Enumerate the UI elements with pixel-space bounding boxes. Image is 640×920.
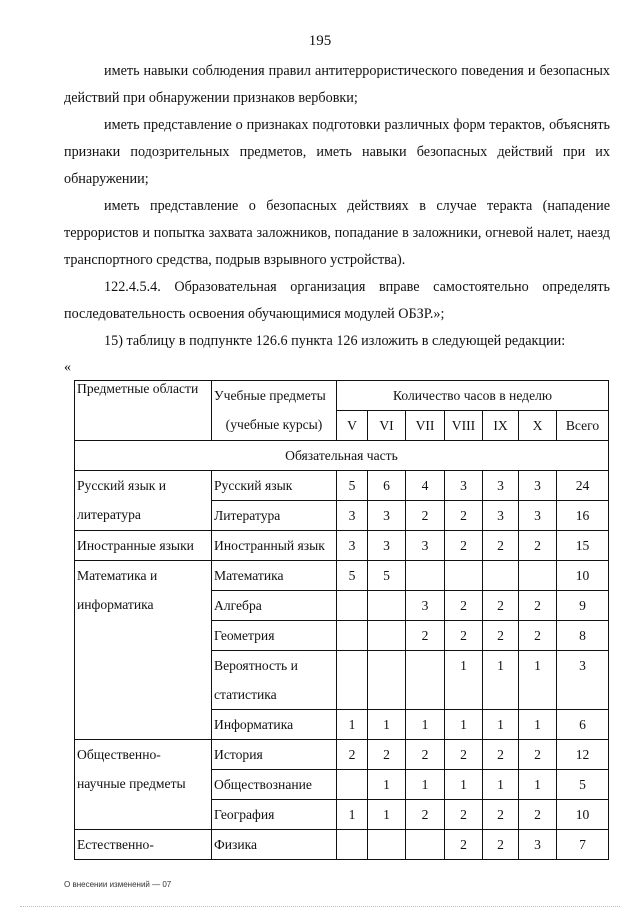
subject-cell: Физика bbox=[212, 830, 337, 860]
hours-cell: 3 bbox=[519, 830, 557, 860]
hours-cell: 2 bbox=[483, 830, 519, 860]
hours-cell: 2 bbox=[337, 740, 368, 770]
table-row bbox=[75, 740, 609, 770]
table-row bbox=[75, 531, 609, 561]
hours-cell: 3 bbox=[483, 501, 519, 531]
hours-cell: 5 bbox=[557, 770, 609, 800]
hours-cell: 1 bbox=[483, 651, 519, 710]
hours-cell bbox=[337, 591, 368, 621]
hours-cell: 3 bbox=[337, 531, 368, 561]
hours-cell bbox=[406, 830, 445, 860]
hours-cell: 3 bbox=[337, 501, 368, 531]
hours-cell: 1 bbox=[483, 710, 519, 740]
area-cell bbox=[75, 561, 212, 740]
hours-cell: 3 bbox=[557, 651, 609, 710]
hours-cell: 5 bbox=[337, 471, 368, 501]
paragraph-1: иметь навыки соблюдения правил антитеррористического поведения и безопасных действий при обнаружении признаков вербовки; bbox=[64, 63, 610, 106]
hours-cell: 1 bbox=[368, 710, 406, 740]
paragraph-3: иметь представление о безопасных действиях в случае теракта (нападение террористов и попытка захвата заложников, попадание в заложники, огневой налет, наезд транспортного средства, подрыв взрывного устройства). bbox=[64, 198, 610, 268]
grade-header: VIII bbox=[445, 411, 483, 441]
hours-cell bbox=[483, 561, 519, 591]
hours-cell: 6 bbox=[368, 471, 406, 501]
area-cell bbox=[75, 531, 212, 561]
hours-cell: 2 bbox=[445, 740, 483, 770]
hours-cell: 2 bbox=[519, 740, 557, 770]
hours-cell: 2 bbox=[483, 621, 519, 651]
area-cell bbox=[75, 830, 212, 860]
scan-artifact-line bbox=[20, 906, 620, 907]
area-line: Общественно- bbox=[77, 747, 161, 762]
hours-cell bbox=[368, 591, 406, 621]
hours-cell: 2 bbox=[483, 531, 519, 561]
subject-line: статистика bbox=[214, 687, 277, 702]
hours-table bbox=[74, 380, 609, 860]
hours-cell: 24 bbox=[557, 471, 609, 501]
hours-cell: 1 bbox=[406, 770, 445, 800]
area-cell bbox=[75, 740, 212, 830]
hours-cell: 4 bbox=[406, 471, 445, 501]
hours-cell bbox=[445, 561, 483, 591]
hours-cell bbox=[337, 770, 368, 800]
hours-cell: 2 bbox=[445, 591, 483, 621]
hours-cell: 2 bbox=[445, 621, 483, 651]
hours-cell: 9 bbox=[557, 591, 609, 621]
hours-cell: 2 bbox=[519, 800, 557, 830]
hours-cell: 3 bbox=[483, 471, 519, 501]
hours-cell: 1 bbox=[368, 770, 406, 800]
table-row bbox=[75, 830, 609, 860]
hours-cell: 1 bbox=[519, 710, 557, 740]
hours-cell: 3 bbox=[368, 531, 406, 561]
grade-header: Всего bbox=[557, 411, 609, 441]
hours-cell: 5 bbox=[337, 561, 368, 591]
subject-cell: География bbox=[212, 800, 337, 830]
hours-cell: 2 bbox=[406, 740, 445, 770]
hours-cell bbox=[519, 561, 557, 591]
hours-cell bbox=[337, 651, 368, 710]
hours-cell: 2 bbox=[445, 800, 483, 830]
hours-cell: 2 bbox=[445, 501, 483, 531]
hours-cell: 2 bbox=[406, 800, 445, 830]
header-area: Предметные области bbox=[75, 381, 212, 441]
footer-note: О внесении изменений — 07 bbox=[64, 880, 172, 889]
area-line: информатика bbox=[77, 597, 154, 612]
hours-cell: 10 bbox=[557, 561, 609, 591]
hours-cell bbox=[368, 621, 406, 651]
page-number: 195 bbox=[308, 33, 332, 49]
hours-cell bbox=[337, 621, 368, 651]
header-subject-title: Учебные предметы bbox=[214, 388, 326, 403]
hours-cell: 5 bbox=[368, 561, 406, 591]
subject-line: Вероятность и bbox=[214, 658, 298, 673]
paragraph-5: 15) таблицу в подпункте 126.6 пункта 126 изложить в следующей редакции: bbox=[104, 333, 566, 349]
hours-cell: 16 bbox=[557, 501, 609, 531]
hours-cell: 1 bbox=[445, 710, 483, 740]
grade-header: V bbox=[337, 411, 368, 441]
hours-cell: 2 bbox=[519, 531, 557, 561]
area-line: научные предметы bbox=[77, 776, 186, 791]
hours-cell: 2 bbox=[519, 591, 557, 621]
subject-cell: Литература bbox=[212, 501, 337, 531]
subject-cell: Геометрия bbox=[212, 621, 337, 651]
hours-cell: 3 bbox=[519, 471, 557, 501]
subject-cell bbox=[212, 651, 337, 710]
opening-quote: « bbox=[64, 360, 71, 375]
subject-cell: Информатика bbox=[212, 710, 337, 740]
header-row bbox=[75, 381, 609, 411]
hours-cell: 1 bbox=[337, 710, 368, 740]
hours-cell bbox=[337, 830, 368, 860]
hours-cell: 1 bbox=[337, 800, 368, 830]
grade-header: VII bbox=[406, 411, 445, 441]
subject-cell: Математика bbox=[212, 561, 337, 591]
hours-cell: 2 bbox=[519, 621, 557, 651]
grade-header: VI bbox=[368, 411, 406, 441]
paragraph-4: 122.4.5.4. Образовательная организация вправе самостоятельно определять последовательность освоения обучающимися модулей ОБЗР.»; bbox=[64, 279, 610, 322]
hours-cell: 1 bbox=[519, 651, 557, 710]
hours-cell: 1 bbox=[519, 770, 557, 800]
subject-cell: Алгебра bbox=[212, 591, 337, 621]
subject-cell: Русский язык bbox=[212, 471, 337, 501]
subject-cell: Иностранный язык bbox=[212, 531, 337, 561]
table-row bbox=[75, 561, 609, 591]
header-hours: Количество часов в неделю bbox=[337, 381, 609, 411]
hours-cell bbox=[406, 561, 445, 591]
hours-cell: 2 bbox=[483, 740, 519, 770]
section-title: Обязательная часть bbox=[75, 441, 609, 471]
hours-cell: 3 bbox=[406, 531, 445, 561]
hours-cell: 2 bbox=[368, 740, 406, 770]
hours-cell: 7 bbox=[557, 830, 609, 860]
area-line: Русский язык и bbox=[77, 478, 167, 493]
area-line: Естественно- bbox=[77, 837, 154, 852]
hours-cell bbox=[368, 830, 406, 860]
hours-cell: 15 bbox=[557, 531, 609, 561]
subject-cell: История bbox=[212, 740, 337, 770]
hours-cell: 2 bbox=[445, 830, 483, 860]
header-subject-sub: (учебные курсы) bbox=[225, 417, 323, 432]
hours-cell: 1 bbox=[483, 770, 519, 800]
area-cell bbox=[75, 471, 212, 531]
hours-cell: 1 bbox=[445, 651, 483, 710]
hours-cell: 2 bbox=[483, 591, 519, 621]
hours-cell: 10 bbox=[557, 800, 609, 830]
header-subject bbox=[212, 381, 337, 441]
hours-cell: 3 bbox=[368, 501, 406, 531]
paragraph-2: иметь представление о признаках подготовки различных форм терактов, объяснять признаки подозрительных предметов, иметь навыки безопасных действий при их обнаружении; bbox=[64, 117, 610, 187]
grade-header: IX bbox=[483, 411, 519, 441]
hours-cell: 3 bbox=[445, 471, 483, 501]
hours-cell bbox=[406, 651, 445, 710]
area-line: литература bbox=[77, 507, 141, 522]
hours-cell: 8 bbox=[557, 621, 609, 651]
hours-cell: 6 bbox=[557, 710, 609, 740]
hours-cell: 3 bbox=[519, 501, 557, 531]
area-line: Математика и bbox=[77, 568, 158, 583]
hours-cell: 1 bbox=[406, 710, 445, 740]
grade-header: X bbox=[519, 411, 557, 441]
hours-cell: 3 bbox=[406, 591, 445, 621]
hours-cell: 2 bbox=[445, 531, 483, 561]
hours-cell: 2 bbox=[483, 800, 519, 830]
hours-cell: 1 bbox=[368, 800, 406, 830]
subject-cell: Обществознание bbox=[212, 770, 337, 800]
hours-cell: 12 bbox=[557, 740, 609, 770]
area-line: Иностранные языки bbox=[77, 538, 194, 553]
hours-cell: 1 bbox=[445, 770, 483, 800]
hours-cell bbox=[368, 651, 406, 710]
hours-cell: 2 bbox=[406, 621, 445, 651]
table-row bbox=[75, 471, 609, 501]
section-row bbox=[75, 441, 609, 471]
hours-cell: 2 bbox=[406, 501, 445, 531]
